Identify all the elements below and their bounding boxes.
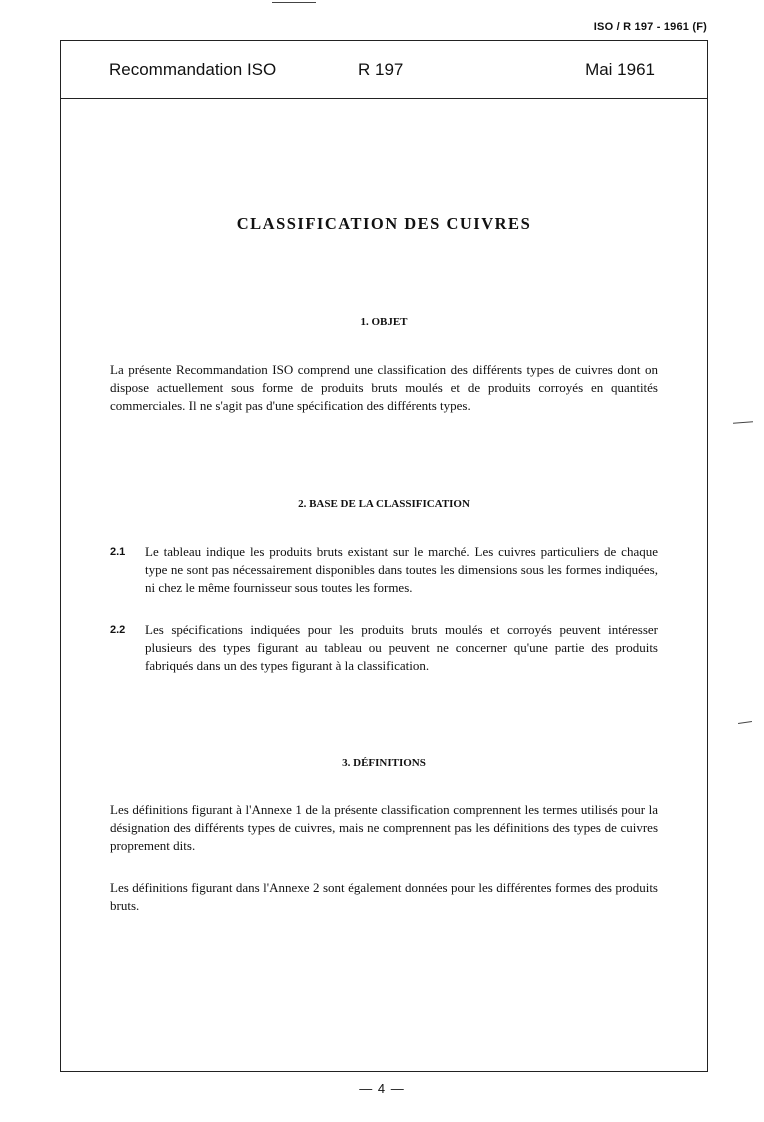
page-title: CLASSIFICATION DES CUIVRES [236, 214, 532, 233]
item-number-2-1: 2.1 [110, 546, 126, 558]
item-text-2-2: Les spécifications indiquées pour les produits bruts moulés et corroyés peuvent intéresser plusieurs des types figurant au tableau ou peuvent ne concerner qu'une partie des produits fabriqués dans un des types figurant à la classification. [145, 622, 658, 673]
section-heading-base: 2. BASE DE LA CLASSIFICATION [298, 498, 470, 510]
definitions-paragraph-2: Les définitions figurant dans l'Annexe 2 sont également données pour les différentes formes des produits bruts. [110, 880, 658, 913]
header-recommendation: Recommandation ISO [109, 60, 277, 79]
item-number-2-2: 2.2 [110, 624, 126, 636]
item-text-2-1: Le tableau indique les produits bruts existant sur le marché. Les cuivres particuliers de chaque type ne sont pas nécessairement disponibles dans toutes les dimensions sous les formes indiquées, ni chez le même fournisseur sous toutes les formes. [145, 544, 658, 595]
page-frame [60, 40, 708, 1072]
scan-artifact-right-lower [738, 721, 752, 724]
definitions-paragraph-1: Les définitions figurant à l'Annexe 1 de la présente classification comprennent les termes utilisés pour la désignation des différents types de cuivres, mais ne comprennent pas les définitions des types de cuivres proprement dits. [110, 802, 658, 853]
header-row [61, 41, 707, 99]
objet-paragraph: La présente Recommandation ISO comprend une classification des différents types de cuivres dont on dispose actuellement sous forme de produits bruts moulés et de produits corroyés en quantités commerciales. Il ne s'agit pas d'une spécification des différents types. [110, 362, 658, 413]
section-heading-objet: 1. OBJET [360, 316, 408, 328]
section-heading-definitions: 3. DÉFINITIONS [342, 757, 426, 769]
header-number: R 197 [358, 60, 404, 79]
document-reference: ISO / R 197 - 1961 (F) [593, 21, 707, 33]
scan-artifact-right [733, 421, 753, 423]
header-date: Mai 1961 [585, 60, 655, 79]
scan-artifact-top [272, 2, 316, 3]
page-number: — 4 — [359, 1081, 405, 1096]
